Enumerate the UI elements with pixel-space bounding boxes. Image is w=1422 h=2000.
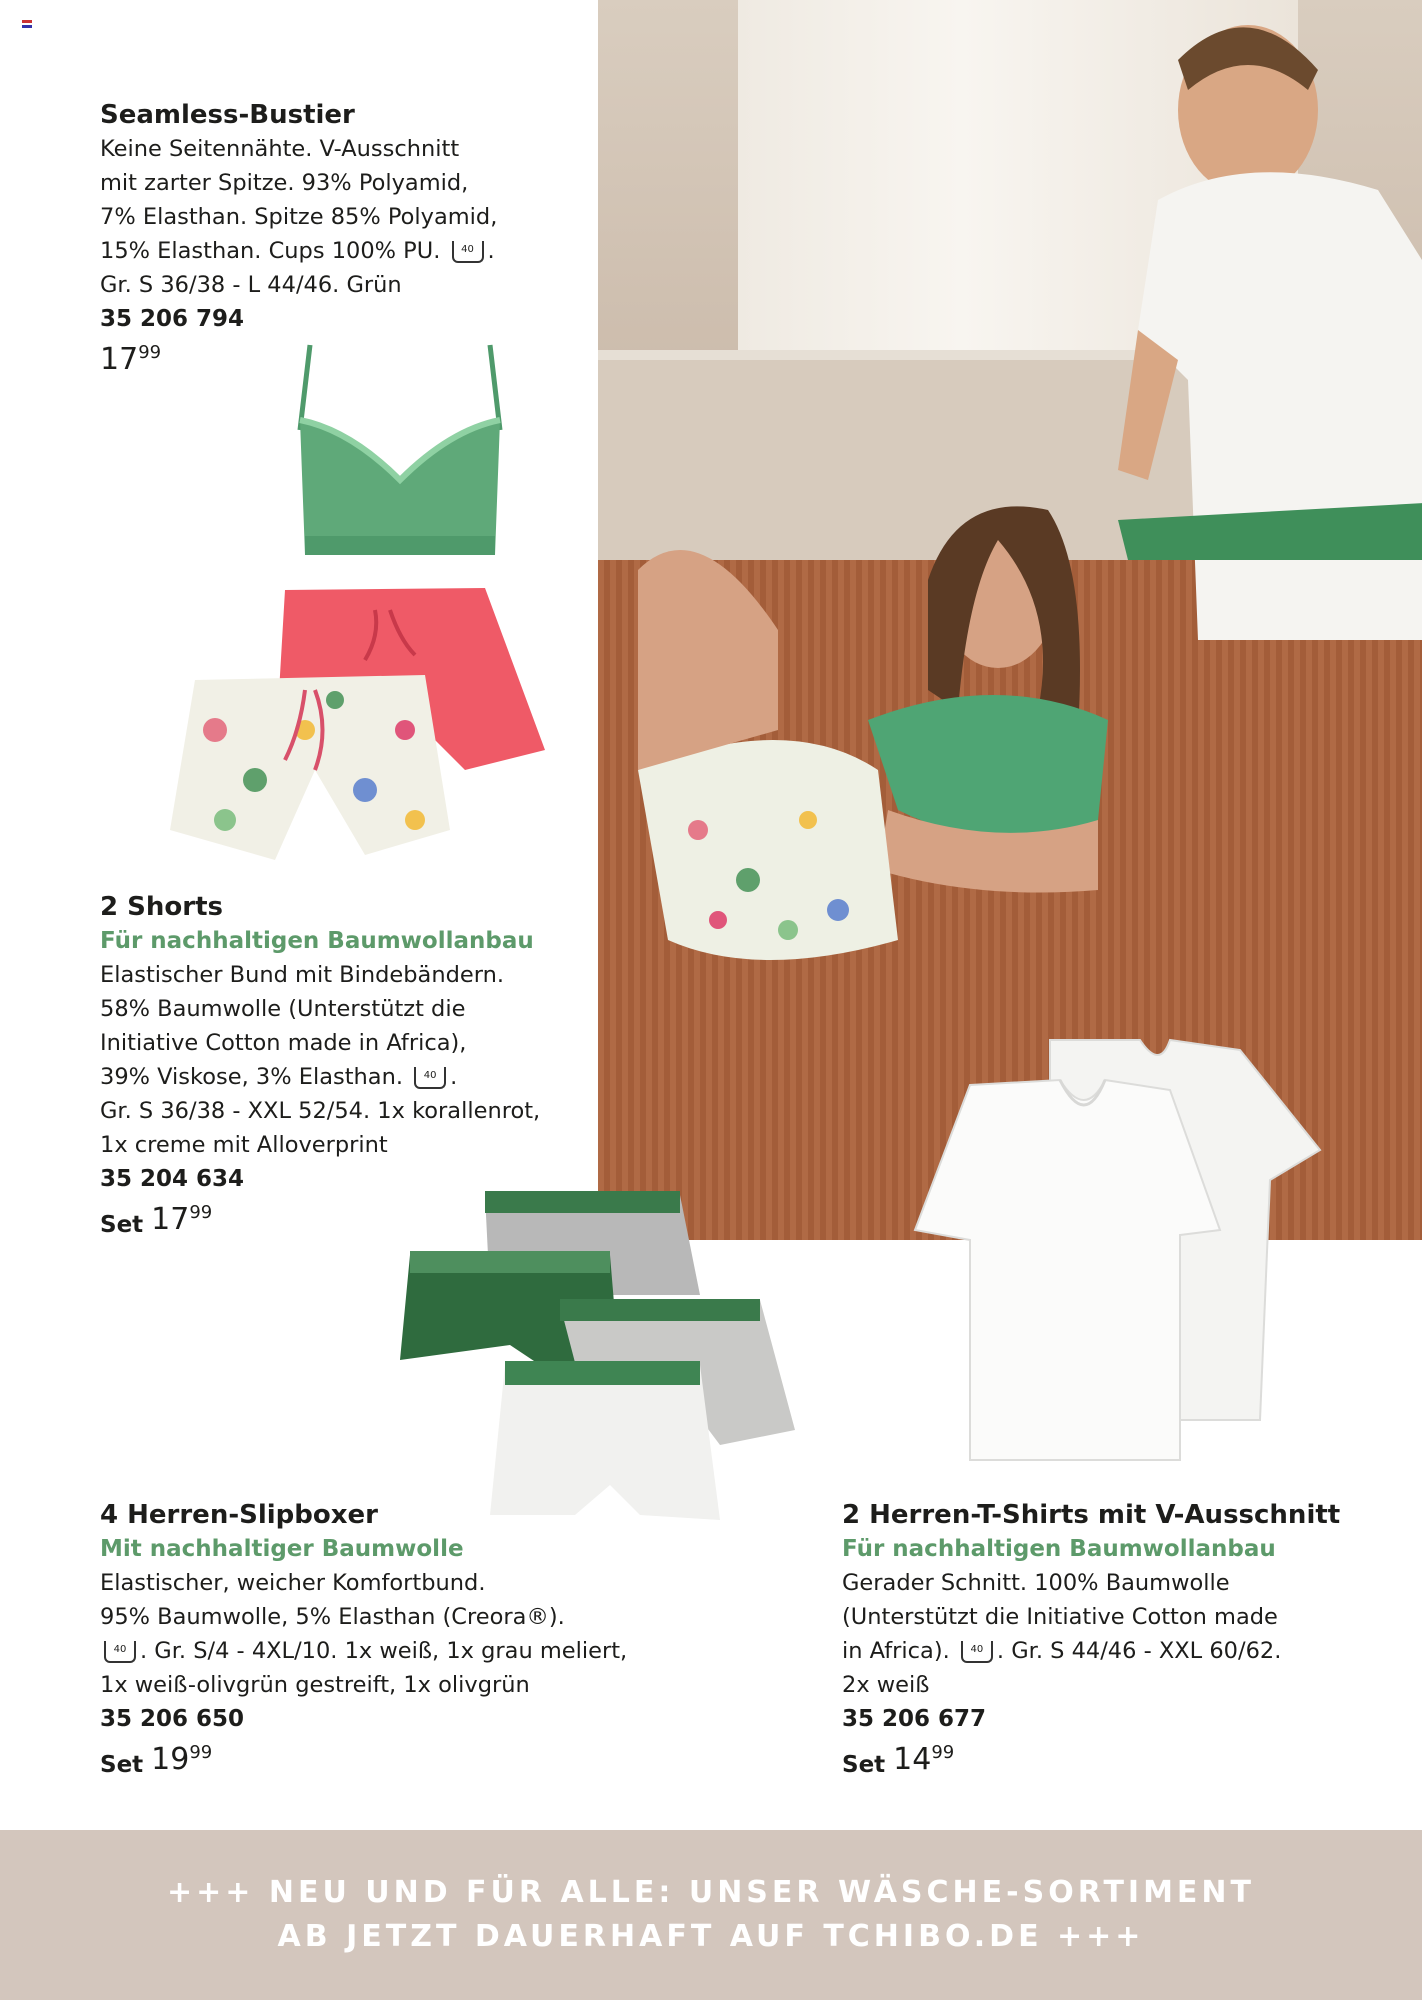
product-description-line: mit zarter Spitze. 93% Polyamid, [100, 170, 469, 196]
product-description-line: 1x weiß-olivgrün gestreift, 1x olivgrün [100, 1672, 530, 1698]
product-description-line: 1x creme mit Alloverprint [100, 1132, 388, 1158]
product-subtitle: Für nachhaltigen Baumwollanbau [842, 1536, 1276, 1562]
product-description-text: . Gr. S 44/46 - XXL 60/62. [996, 1638, 1282, 1664]
footer-line: AB JETZT DAUERHAFT AUF TCHIBO.DE +++ [277, 1919, 1145, 1954]
price-main: 14 [893, 1742, 932, 1777]
article-number: 35 206 677 [842, 1706, 987, 1732]
article-number: 35 204 634 [100, 1166, 245, 1192]
price-main: 17 [100, 342, 139, 377]
product-tshirts [842, 1498, 1402, 1778]
product-subtitle: Für nachhaltigen Baumwollanbau [100, 928, 534, 954]
product-description-line: Elastischer Bund mit Bindebändern. [100, 962, 504, 988]
product-description-line [100, 1634, 660, 1668]
product-description-line: 95% Baumwolle, 5% Elasthan (Creora®). [100, 1604, 565, 1630]
wash-care-icon: 40 [104, 1641, 136, 1663]
price-cents: 99 [138, 342, 162, 363]
product-description-line: Gr. S 36/38 - XXL 52/54. 1x korallenrot, [100, 1098, 541, 1124]
product-slipboxer [100, 1498, 660, 1778]
tshirts-image [910, 1030, 1330, 1470]
article-number: 35 206 650 [100, 1706, 245, 1732]
product-title: Seamless-Bustier [100, 100, 355, 130]
wash-care-icon: 40 [961, 1641, 993, 1663]
product-description-line: 58% Baumwolle (Unterstützt die [100, 996, 466, 1022]
product-title: 2 Herren-T-Shirts mit V-Ausschnitt [842, 1500, 1341, 1530]
product-price [100, 1742, 660, 1778]
price-prefix: Set [100, 1212, 144, 1238]
price-prefix: Set [100, 1752, 144, 1778]
product-description-line: 15% Elasthan. Cups 100% PU. 40 . [100, 238, 495, 264]
price-main: 17 [151, 1202, 190, 1237]
slipboxer-image [390, 1185, 810, 1525]
price-prefix: Set [842, 1752, 886, 1778]
product-description-text: in Africa). [842, 1638, 950, 1664]
product-title: 2 Shorts [100, 892, 223, 922]
price-cents: 99 [189, 1202, 213, 1223]
product-description-line: Elastischer, weicher Komfortbund. [100, 1570, 486, 1596]
price-cents: 99 [189, 1742, 213, 1763]
product-description-line: (Unterstützt die Initiative Cotton made [842, 1604, 1278, 1630]
bustier-image [290, 340, 510, 560]
product-description-line: 7% Elasthan. Spitze 85% Polyamid, [100, 204, 498, 230]
product-description-line: Gr. S 36/38 - L 44/46. Grün [100, 272, 402, 298]
product-description-line [842, 1634, 1402, 1668]
shorts-image [165, 580, 555, 870]
flag-icon [22, 20, 32, 28]
footer-line: +++ NEU UND FÜR ALLE: UNSER WÄSCHE-SORTIMENT [166, 1875, 1255, 1910]
product-description-text: 39% Viskose, 3% Elasthan. [100, 1064, 404, 1090]
product-description-line: Initiative Cotton made in Africa), [100, 1030, 467, 1056]
wash-care-icon: 40 [414, 1067, 446, 1089]
product-subtitle: Mit nachhaltiger Baumwolle [100, 1536, 464, 1562]
wash-care-icon: 40 [452, 241, 484, 263]
product-description-text: 15% Elasthan. Cups 100% PU. [100, 238, 441, 264]
product-description-line: 2x weiß [842, 1672, 930, 1698]
price-main: 19 [151, 1742, 190, 1777]
woman-figure [638, 470, 1238, 1070]
product-description-text: . Gr. S/4 - 4XL/10. 1x weiß, 1x grau meliert, [140, 1638, 628, 1664]
product-description-line: Gerader Schnitt. 100% Baumwolle [842, 1570, 1230, 1596]
footer-banner [0, 1830, 1422, 2000]
article-number: 35 206 794 [100, 306, 245, 332]
price-cents: 99 [931, 1742, 955, 1763]
product-price [842, 1742, 1402, 1778]
product-description-line: 39% Viskose, 3% Elasthan. 40 . [100, 1064, 458, 1090]
product-bustier [100, 98, 580, 378]
product-description-line: Keine Seitennähte. V-Ausschnitt [100, 136, 460, 162]
product-title: 4 Herren-Slipboxer [100, 1500, 378, 1530]
